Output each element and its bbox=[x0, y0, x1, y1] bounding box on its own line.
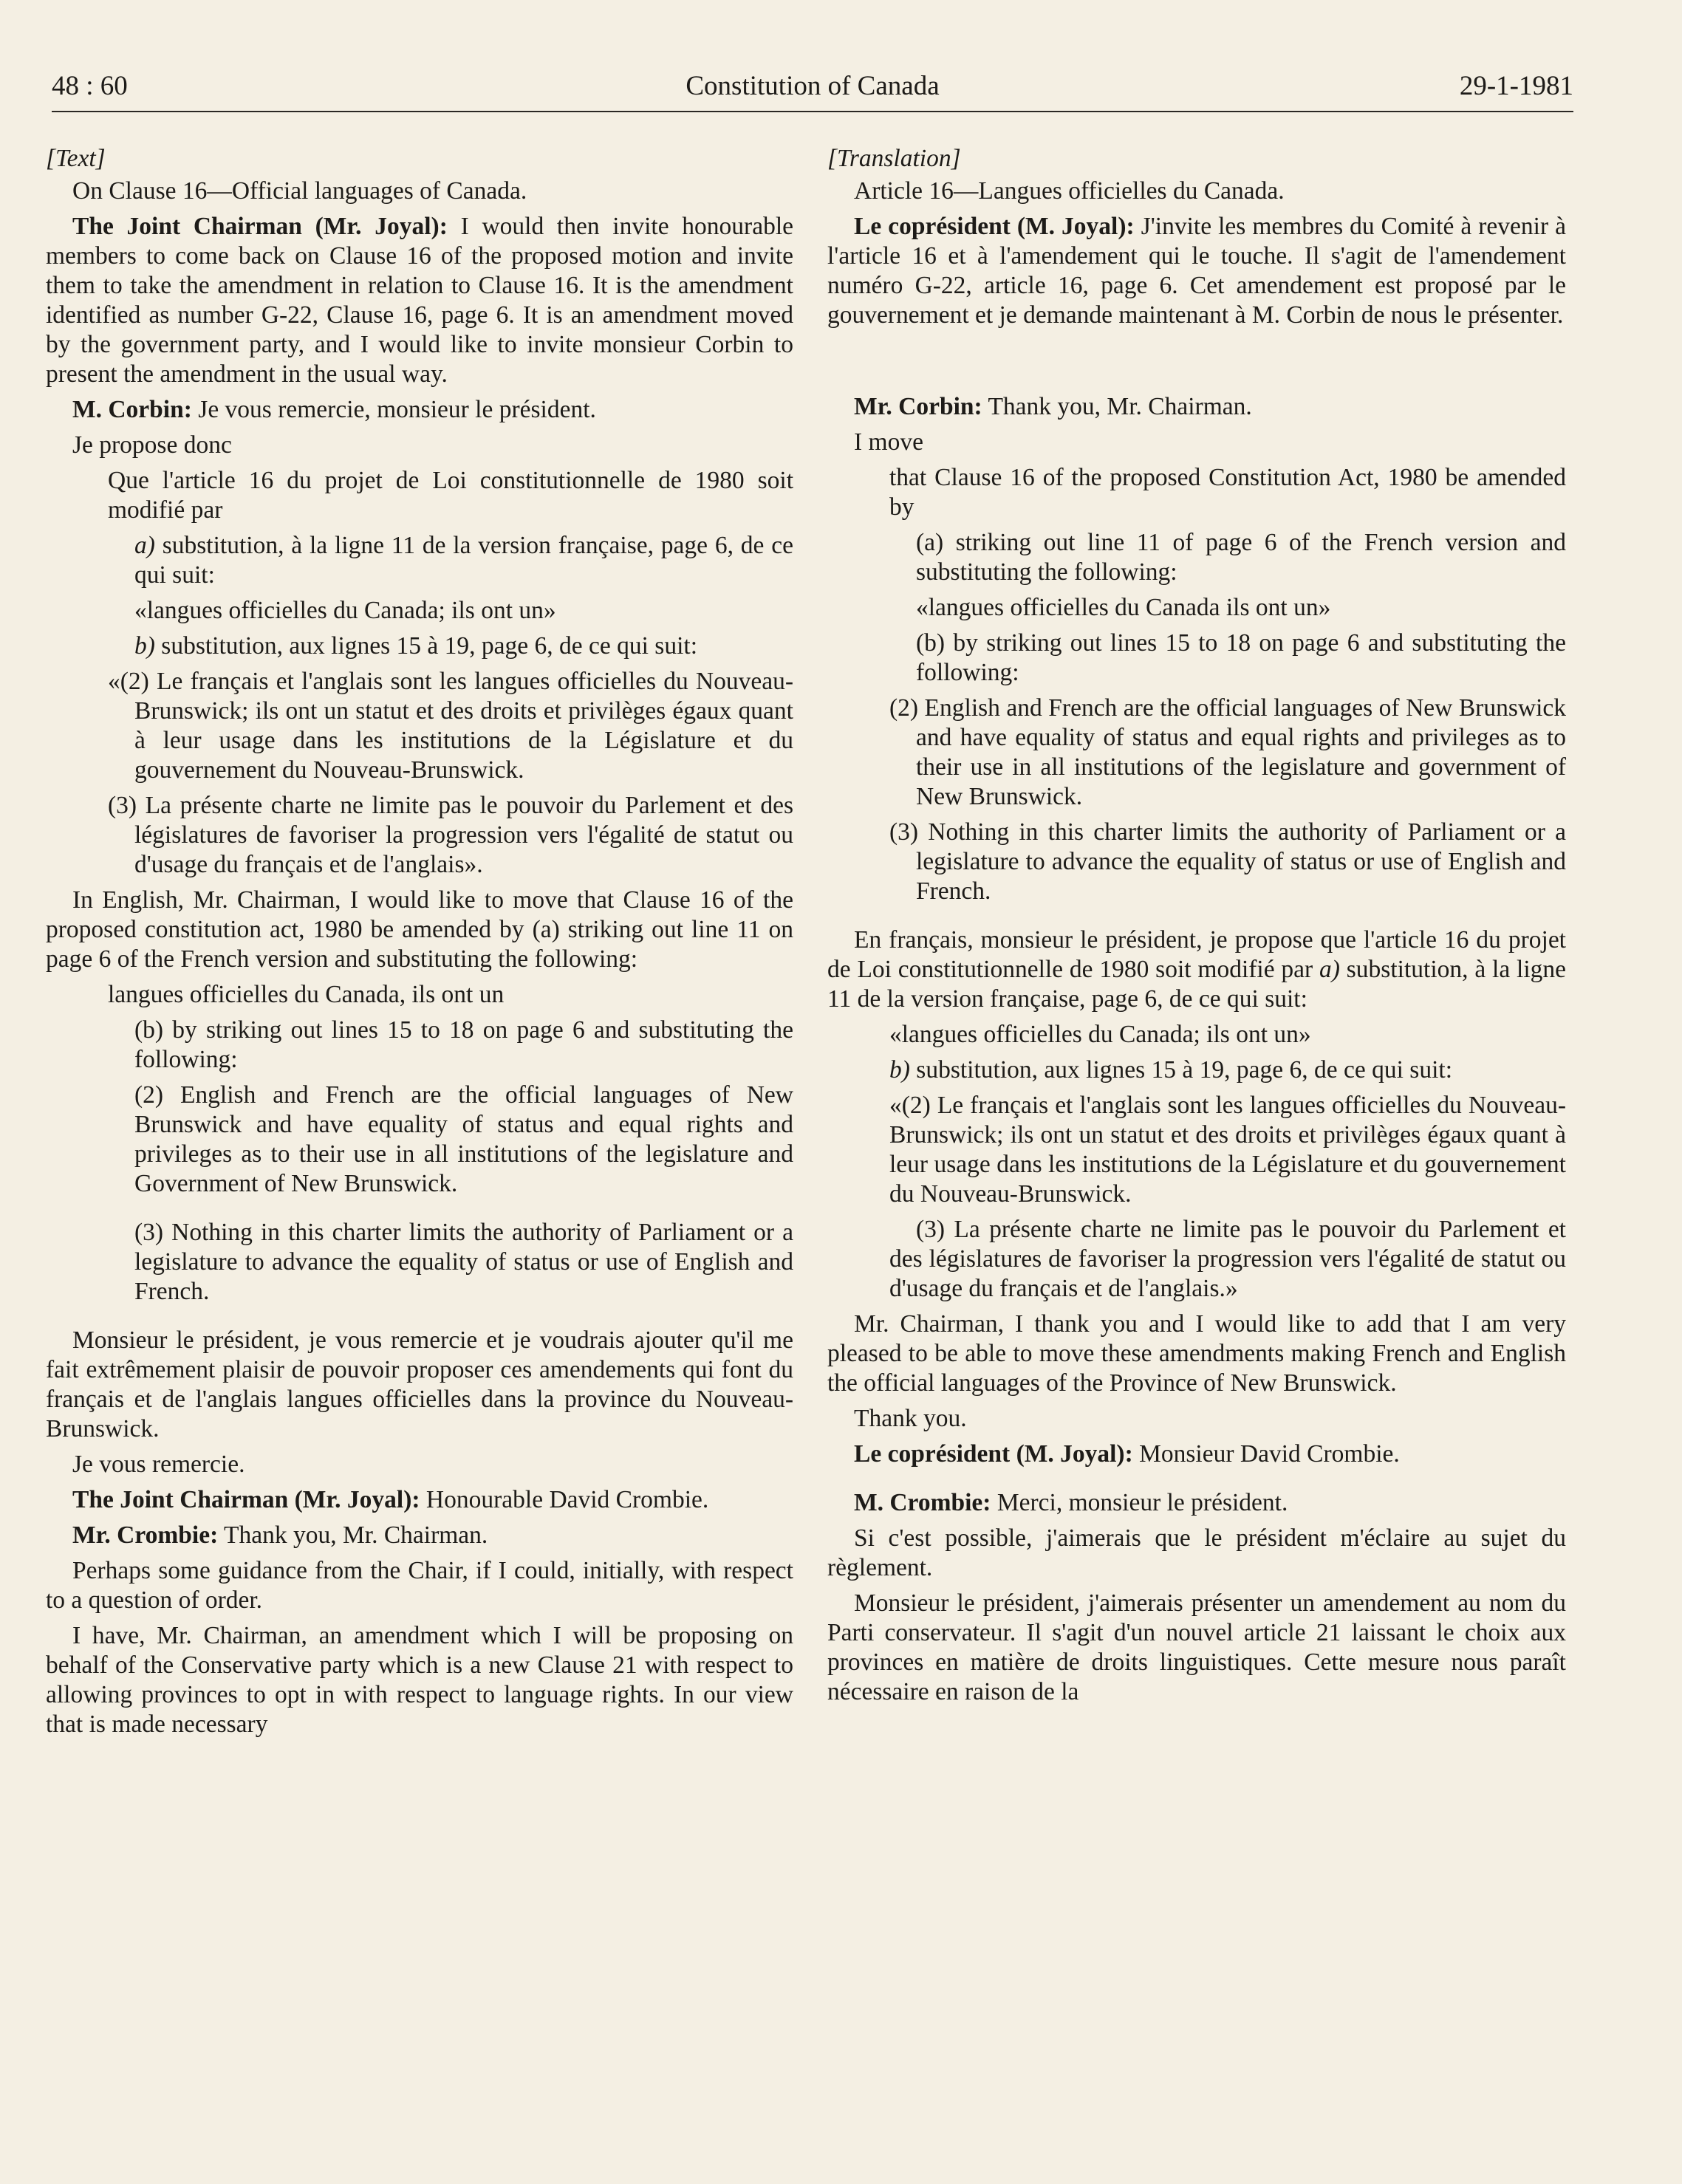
paragraph: The Joint Chairman (Mr. Joyal): I would then invite honourable members to come back on Clause 16 of the proposed motion and invite them to take the amendment in relation to Clause 16. It is the amendment identified as number G-22, Clause 16, page 6. It is an amendment moved by the government party, and I would like to invite monsieur Corbin to present the amendment in the usual way. bbox=[46, 213, 793, 388]
speaker-name: Mr. Crombie: bbox=[72, 1521, 219, 1549]
motion-item: langues officielles du Canada, ils ont un bbox=[108, 981, 505, 1008]
paragraph: Mr. Chairman, I thank you and I would like to add that I am very pleased to be able to move these amendments making French and English the official languages of the Province of New Brunswick. bbox=[827, 1310, 1566, 1397]
paragraph: Le coprésident (M. Joyal): Monsieur David Crombie. bbox=[854, 1440, 1400, 1468]
motion-item: (2) English and French are the official languages of New Brunswick and have equality of status and equal rights and privileges as to their use in all institutions of the legislature and Government of New Brunswick. bbox=[134, 1081, 793, 1197]
speaker-name: Mr. Corbin: bbox=[854, 393, 982, 420]
paragraph: M. Corbin: Je vous remercie, monsieur le président. bbox=[72, 396, 596, 423]
motion-item: (3) La présente charte ne limite pas le pouvoir du Parlement et des législatures de favoriser la progression vers l'égalité de statut ou d'usage du français et de l'anglais.» bbox=[889, 1216, 1566, 1302]
motion-item: (3) Nothing in this charter limits the authority of Parliament or a legislature to advance the equality of status or use of English and French. bbox=[889, 818, 1566, 905]
paragraph: Mr. Crombie: Thank you, Mr. Chairman. bbox=[72, 1521, 488, 1549]
paragraph: Monsieur le président, je vous remercie et je voudrais ajouter qu'il me fait extrêmement plaisir de pouvoir proposer ces amendements qui font du français et de l'anglais langues officielles dans la province du Nouveau-Brunswick. bbox=[46, 1327, 793, 1442]
motion-text: that Clause 16 of the proposed Constitution Act, 1980 be amended by bbox=[889, 464, 1566, 521]
page-number: 48 : 60 bbox=[52, 71, 128, 101]
section-label: [Text] bbox=[46, 145, 106, 172]
header-rule bbox=[52, 111, 1573, 112]
motion-item: (b) by striking out lines 15 to 18 on page 6 and substituting the following: bbox=[916, 629, 1566, 686]
running-title: Constitution of Canada bbox=[686, 71, 940, 101]
motion-item: (b) by striking out lines 15 to 18 on page 6 and substituting the following: bbox=[134, 1016, 793, 1073]
motion-item: a) substitution, à la ligne 11 de la version française, page 6, de ce qui suit: bbox=[134, 532, 793, 589]
motion-item: «langues officielles du Canada; ils ont un» bbox=[134, 597, 556, 624]
header-date: 29-1-1981 bbox=[1459, 71, 1573, 101]
paragraph: Perhaps some guidance from the Chair, if I could, initially, with respect to a question of order. bbox=[46, 1557, 793, 1614]
speaker-name: M. Corbin: bbox=[72, 396, 192, 423]
paragraph: On Clause 16—Official languages of Canada. bbox=[72, 177, 527, 205]
paragraph: En français, monsieur le président, je propose que l'article 16 du projet de Loi constitutionnelle de 1980 soit modifié par a) substitution, à la ligne 11 de la version française, page 6, de ce qui suit: bbox=[827, 926, 1566, 1013]
paragraph: The Joint Chairman (Mr. Joyal): Honourable David Crombie. bbox=[72, 1486, 709, 1513]
running-header bbox=[52, 70, 1573, 107]
motion-item: (a) striking out line 11 of page 6 of the French version and substituting the following: bbox=[916, 529, 1566, 586]
section-label: [Translation] bbox=[827, 145, 961, 172]
speaker-name: The Joint Chairman (Mr. Joyal): bbox=[72, 1486, 420, 1513]
paragraph: Si c'est possible, j'aimerais que le président m'éclaire au sujet du règlement. bbox=[827, 1524, 1566, 1581]
motion-item: b) substitution, aux lignes 15 à 19, page 6, de ce qui suit: bbox=[889, 1056, 1453, 1084]
motion-item: (2) English and French are the official languages of New Brunswick and have equality of status and equal rights and privileges as to their use in all institutions of the legislature and government of New Brunswick. bbox=[889, 694, 1566, 810]
motion-item: (3) Nothing in this charter limits the authority of Parliament or a legislature to advance the equality of status or use of English and French. bbox=[134, 1219, 793, 1305]
speaker-name: The Joint Chairman (Mr. Joyal): bbox=[72, 213, 448, 240]
paragraph: M. Crombie: Merci, monsieur le président. bbox=[854, 1489, 1288, 1516]
paragraph: Monsieur le président, j'aimerais présenter un amendement au nom du Parti conservateur. Il s'agit d'un nouvel article 21 laissant le choix aux provinces en matière de droits linguistiques. Cette mesure nous paraît nécessaire en raison de la bbox=[827, 1589, 1566, 1705]
left-column-english bbox=[46, 144, 793, 1745]
speaker-name: Le coprésident (M. Joyal): bbox=[854, 1440, 1133, 1468]
motion-text: Que l'article 16 du projet de Loi constitutionnelle de 1980 soit modifié par bbox=[108, 467, 793, 524]
paragraph: Je propose donc bbox=[72, 431, 232, 459]
speaker-name: M. Crombie: bbox=[854, 1489, 991, 1516]
motion-item: «(2) Le français et l'anglais sont les langues officielles du Nouveau-Brunswick; ils ont un statut et des droits et privilèges égaux quant à leur usage dans les institutions de la Législature et du gouvernement du Nouveau-Brunswick. bbox=[889, 1092, 1566, 1208]
paragraph: Article 16—Langues officielles du Canada. bbox=[854, 177, 1285, 205]
motion-item: (3) La présente charte ne limite pas le pouvoir du Parlement et des législatures de favoriser la progression vers l'égalité de statut ou d'usage du français et de l'anglais». bbox=[108, 792, 793, 878]
motion-item: «langues officielles du Canada; ils ont un» bbox=[889, 1021, 1311, 1048]
paragraph: Mr. Corbin: Thank you, Mr. Chairman. bbox=[854, 393, 1252, 420]
motion-item: «langues officielles du Canada ils ont un» bbox=[916, 594, 1331, 621]
paragraph: I move bbox=[854, 428, 923, 456]
speaker-name: Le coprésident (M. Joyal): bbox=[854, 213, 1135, 240]
paragraph: I have, Mr. Chairman, an amendment which I will be proposing on behalf of the Conservative party which is a new Clause 21 with respect to allowing provinces to opt in with respect to language rights. In our view that is made necessary bbox=[46, 1622, 793, 1738]
motion-item: b) substitution, aux lignes 15 à 19, page 6, de ce qui suit: bbox=[134, 632, 698, 660]
motion-item: «(2) Le français et l'anglais sont les langues officielles du Nouveau-Brunswick; ils ont un statut et des droits et privilèges égaux quant à leur usage dans les institutions de la Législature et du gouvernement du Nouveau-Brunswick. bbox=[108, 668, 793, 784]
paragraph: Le coprésident (M. Joyal): J'invite les membres du Comité à revenir à l'article 16 et à l'amendement qui le touche. Il s'agit de l'amendement numéro G-22, article 16, page 6. Cet amendement est proposé par le gouvernement et je demande maintenant à M. Corbin de nous le présenter. bbox=[827, 213, 1566, 329]
paragraph: In English, Mr. Chairman, I would like to move that Clause 16 of the proposed constitution act, 1980 be amended by (a) striking out line 11 on page 6 of the French version and substituting the following: bbox=[46, 886, 793, 973]
right-column-translation bbox=[827, 144, 1566, 1713]
paragraph: Je vous remercie. bbox=[72, 1451, 245, 1478]
paragraph: Thank you. bbox=[854, 1405, 967, 1432]
